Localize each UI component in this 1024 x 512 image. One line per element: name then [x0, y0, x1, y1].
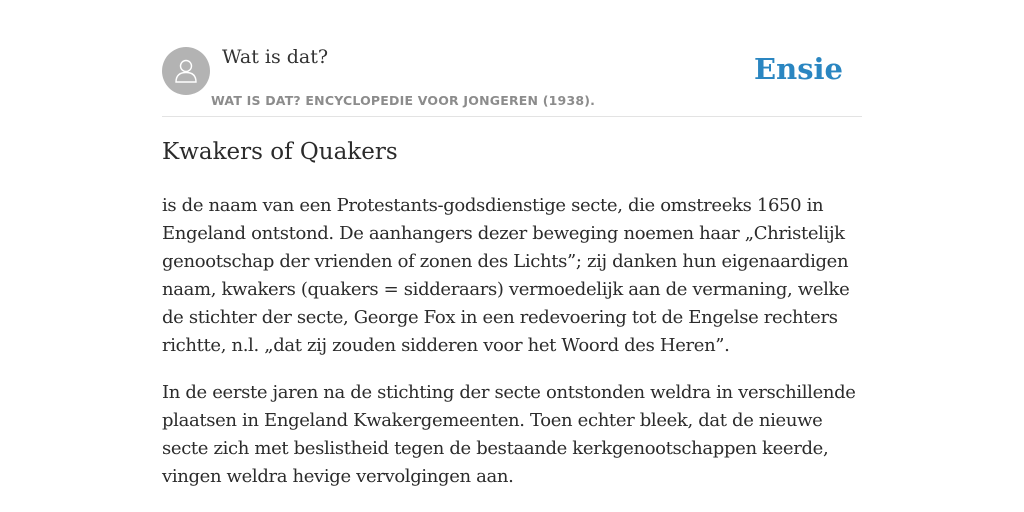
- article-paragraph-1: is de naam van een Protestants-godsdienstige secte, die omstreeks 1650 in Engeland ontstond. De aanhangers dezer beweging noemen haar „Christelijk genootschap der vrienden of zonen des Lichts”; zij danken hun eigenaardigen naam, kwakers (quakers = sidderaars) vermoedelijk aan de vermaning, welke de stichter der secte, George Fox in een redevoering tot de Engelse rechters richtte, n.l. „dat zij zouden sidderen voor het Woord des Heren”.: [162, 195, 850, 356]
- dictionary-name[interactable]: Wat is dat?: [222, 46, 329, 68]
- brand-logo[interactable]: Ensie: [754, 52, 843, 86]
- article-paragraph-2: In de eerste jaren na de stichting der secte ontstonden weldra in verschillende plaatsen in Engeland Kwakergemeenten. Toen echter bleek, dat de nieuwe secte zich met beslistheid tegen de bestaande kerkgenootschappen keerde, vingen weldra hevige vervolgingen aan.: [162, 382, 856, 487]
- dictionary-header: [162, 0, 862, 117]
- article-title: Kwakers of Quakers: [162, 139, 398, 165]
- user-icon: [171, 56, 201, 86]
- dictionary-source: WAT IS DAT? ENCYCLOPEDIE VOOR JONGEREN (1938).: [211, 93, 596, 108]
- avatar[interactable]: [162, 47, 210, 95]
- article-body: [162, 192, 862, 510]
- page-container: [162, 0, 862, 487]
